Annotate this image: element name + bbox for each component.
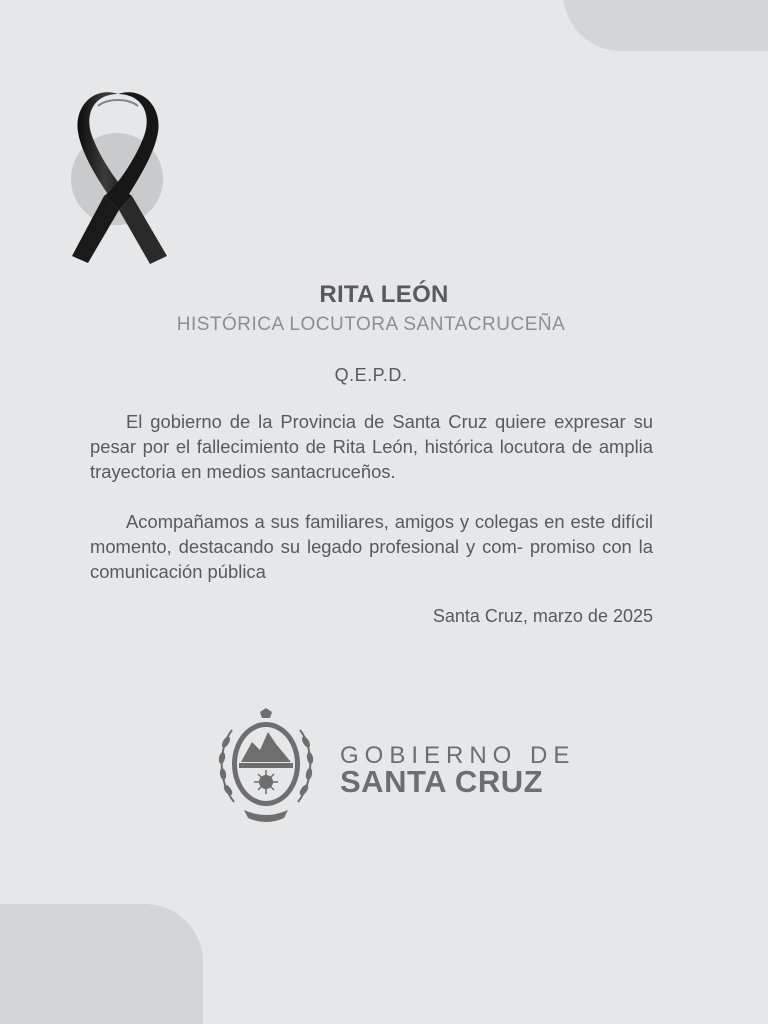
government-wordmark-top: GOBIERNO DE [340,742,576,769]
mourning-ribbon-icon [68,88,172,268]
decorative-corner-top-right [563,0,768,51]
decorative-corner-bottom-left [0,904,203,1024]
condolence-paragraph: El gobierno de la Provincia de Santa Cruz quiere expresar su pesar por el fallecimiento de Rita León, histórica locutora de amplia trayectoria en medios santacruceños. [90,411,653,482]
government-wordmark-bottom: SANTA CRUZ [340,764,544,799]
deceased-description: HISTÓRICA LOCUTORA SANTACRUCEÑA [176,314,566,335]
place-date: Santa Cruz, marzo de 2025 [432,606,653,626]
rip-text: Q.E.P.D. [334,365,408,385]
deceased-name: RITA LEÓN [319,281,449,308]
provincial-coat-of-arms-icon [214,708,318,832]
condolence-paragraph: Acompañamos a sus familiares, amigos y colegas en este difícil momento, destacando su legado profesional y com- promiso con la comunicación pública [90,511,653,582]
